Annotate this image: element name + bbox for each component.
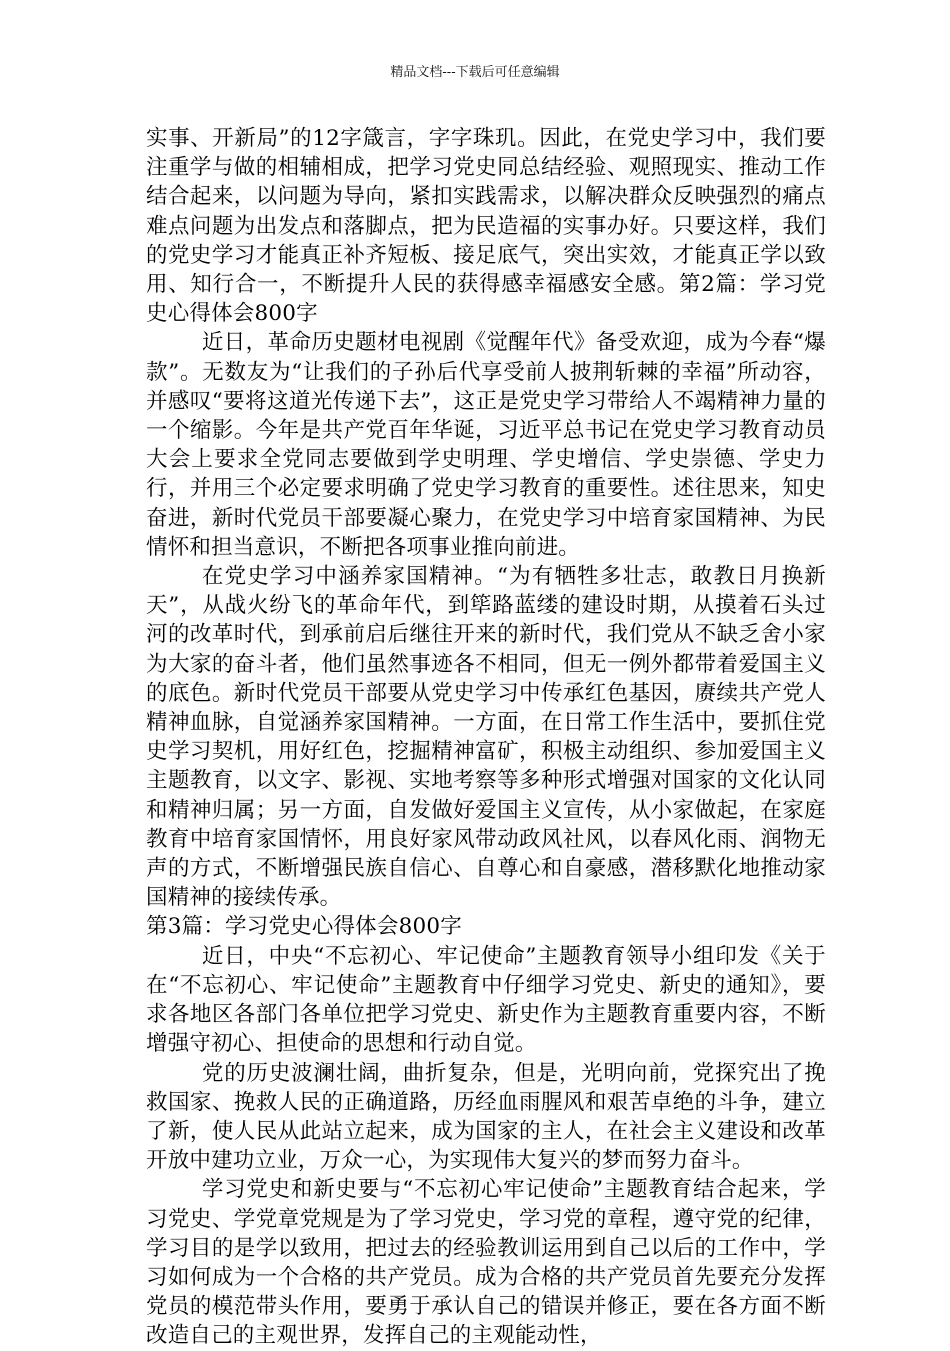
intro-paragraph: 实事、开新局”的12字箴言，字字珠玑。因此，在党史学习中，我们要注重学与做的相辅相成，把学习党史同总结经验、观照现实、推动工作结合起来，以问题为导向，紧扣实践需求，以解决群众反映强烈的痛点难点问题为出发点和落脚点，把为民造福的实事办好。只要这样，我们的党史学习才能真正补齐短板、接足底气，突出实效，才能真正学以致用、知行合一，不断提升人民的获得感幸福感安全感。: [146, 126, 826, 298]
document-text: [146, 124, 826, 328]
paragraph: 近日，革命历史题材电视剧《觉醒年代》备受欢迎，成为今春“爆款”。无数友为“让我们的子孙后代享受前人披荆斩棘的幸福”所动容，并感叹“要将这道光传递下去”，这正是党史学习带给人不竭精神力量的一个缩影。今年是共产党百年华诞，习近平总书记在党史学习教育动员大会上要求全党同志要做到学史明理、学史增信、学史崇德、学史力行，并用三个必定要求明确了党史学习教育的重要性。述往思来，知史奋进，新时代党员干部要凝心聚力，在党史学习中培育家国精神、为民情怀和担当意识，不断把各项事业推向前进。: [146, 330, 826, 560]
paragraph: 在党史学习中涵养家国精神。“为有牺牲多壮志，敢教日月换新天”，从战火纷飞的革命年代，到筚路蓝缕的建设时期，从摸着石头过河的改革时代，到承前启后继往开来的新时代，我们党从不缺乏舍小家为大家的奋斗者，他们虽然事迹各不相同，但无一例外都带着爱国主义的底色。新时代党员干部要从党史学习中传承红色基因，赓续共产党人精神血脉，自觉涵养家国精神。一方面，在日常工作生活中，要抓住党史学习契机，用好红色，挖掘精神富矿，积极主动组织、参加爱国主义主题教育，以文字、影视、实地考察等多种形式增强对国家的文化认同和精神归属；另一方面，自发做好爱国主义宣传，从小家做起，在家庭教育中培育家国情怀，用良好家风带动政风社风，以春风化雨、润物无声的方式，不断增强民族自信心、自尊心和自豪感，潜移默化地推动家国精神的接续传承。: [146, 564, 826, 911]
section-3-title: 第3篇：学习党史心得体会800字: [146, 914, 462, 940]
document-body: [146, 124, 826, 1351]
paragraph: 近日，中央“不忘初心、牢记使命”主题教育领导小组印发《关于在“不忘初心、牢记使命”主题教育中仔细学习党史、新史的通知》，要求各地区各部门各单位把学习党史、新史作为主题教育重要内容，不断增强守初心、担使命的思想和行动自觉。: [146, 943, 826, 1057]
section-2-title: 第2篇：学习党史心得体会800字: [146, 272, 826, 327]
page-header: 精品文档---下载后可任意编辑: [390, 65, 560, 80]
paragraph: 学习党史和新史要与“不忘初心牢记使命”主题教育结合起来，学习党史、学党章党规是为了学习党史，学习党的章程，遵守党的纪律，学习目的是学以致用，把过去的经验教训运用到自己以后的工作中，学习如何成为一个合格的共产党员。成为合格的共产党员首先要充分发挥党员的模范带头作用，要勇于承认自己的错误并修正，要在各方面不断改造自己的主观世界，发挥自己的主观能动性，: [146, 1177, 826, 1349]
paragraph: 党的历史波澜壮阔，曲折复杂，但是，光明向前，党探究出了挽救国家、挽救人民的正确道路，历经血雨腥风和艰苦卓绝的斗争，建立了新，使人民从此站立起来，成为国家的主人，在社会主义建设和改革开放中建功立业，万众一心，为实现伟大复兴的梦而努力奋斗。: [146, 1060, 826, 1174]
